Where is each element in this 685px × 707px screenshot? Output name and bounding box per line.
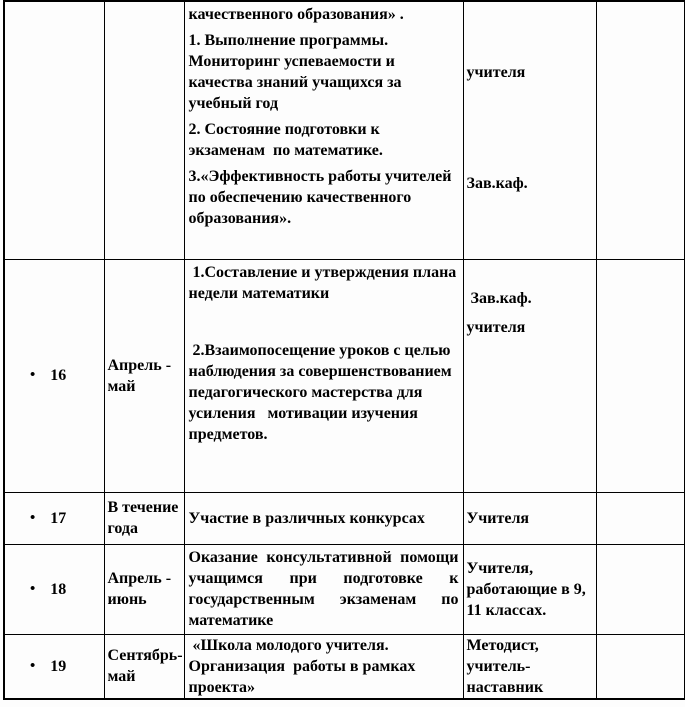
cell-time-period xyxy=(104,259,184,492)
responsible-entry: учителя xyxy=(466,318,526,336)
table-row xyxy=(4,544,685,634)
activity-paragraph: качественного образования» . xyxy=(188,6,404,23)
cell-activity xyxy=(184,1,463,259)
cell-notes xyxy=(596,1,685,259)
period-text: В течение года xyxy=(107,499,179,537)
cell-activity xyxy=(184,544,463,634)
responsible-entry: Зав.каф. xyxy=(466,289,532,307)
cell-time-period xyxy=(104,492,184,544)
bullet-icon: • xyxy=(30,580,36,597)
responsible-entry: Зав.каф. xyxy=(466,175,528,192)
cell-activity xyxy=(184,259,463,492)
item-number: 17 xyxy=(50,509,67,527)
table-row xyxy=(4,1,685,259)
schedule-table xyxy=(3,0,685,700)
table-row xyxy=(4,259,685,492)
cell-responsible xyxy=(463,1,596,259)
item-number: 16 xyxy=(50,367,67,384)
cell-responsible xyxy=(463,259,596,492)
responsible-entry: Учителя, работающие в 9, 11 классах. xyxy=(466,559,590,619)
cell-notes xyxy=(596,259,685,492)
table-row xyxy=(4,492,685,544)
activity-paragraph: 3.«Эффективность работы учителей по обеспечению качественного образования». xyxy=(188,168,456,227)
item-number: 19 xyxy=(50,657,67,675)
cell-item-number xyxy=(4,259,104,492)
bullet-icon: • xyxy=(30,509,36,526)
cell-time-period xyxy=(104,1,184,259)
activity-paragraph: «Школа молодого учителя. Организация работы в рамках проекта» xyxy=(188,636,420,696)
cell-item-number xyxy=(4,544,104,634)
responsible-entry: учителя xyxy=(466,64,526,81)
bullet-icon: • xyxy=(30,657,36,674)
bullet-icon: • xyxy=(30,367,36,383)
cell-time-period xyxy=(104,634,184,699)
cell-time-period xyxy=(104,544,184,634)
responsible-entry: Методист, учитель-наставник xyxy=(466,636,544,696)
cell-activity xyxy=(184,634,463,699)
responsible-entry: Учителя xyxy=(466,509,530,527)
period-text: Апрель - май xyxy=(107,356,172,395)
item-number: 18 xyxy=(50,580,67,598)
activity-paragraph: 1.Составление и утверждения плана недели математики xyxy=(188,263,461,302)
activity-paragraph: Оказание консультативной помощи учащимся при подготовке к государственным экзаменам по математике xyxy=(188,549,459,629)
cell-item-number xyxy=(4,492,104,544)
activity-paragraph: 1. Выполнение программы. Мониторинг успеваемости и качества знаний учащихся за учебный год xyxy=(188,32,406,112)
activity-paragraph: 2. Состояние подготовки к экзаменам по математике. xyxy=(188,121,384,159)
cell-notes xyxy=(596,492,685,544)
cell-responsible xyxy=(463,492,596,544)
cell-responsible xyxy=(463,634,596,699)
period-text: Сентябрь-май xyxy=(107,647,183,685)
cell-activity xyxy=(184,492,463,544)
activity-paragraph: Участие в различных конкурсах xyxy=(188,509,425,527)
period-text: Апрель - июнь xyxy=(107,570,172,608)
activity-paragraph: 2.Взаимопосещение уроков с целью наблюдения за совершенствованием педагогического мастерства для усиления мотивации изучения предметов. xyxy=(188,341,456,443)
cell-item-number xyxy=(4,634,104,699)
table-row xyxy=(4,634,685,699)
cell-item-number xyxy=(4,1,104,259)
cell-notes xyxy=(596,634,685,699)
cell-responsible xyxy=(463,544,596,634)
cell-notes xyxy=(596,544,685,634)
